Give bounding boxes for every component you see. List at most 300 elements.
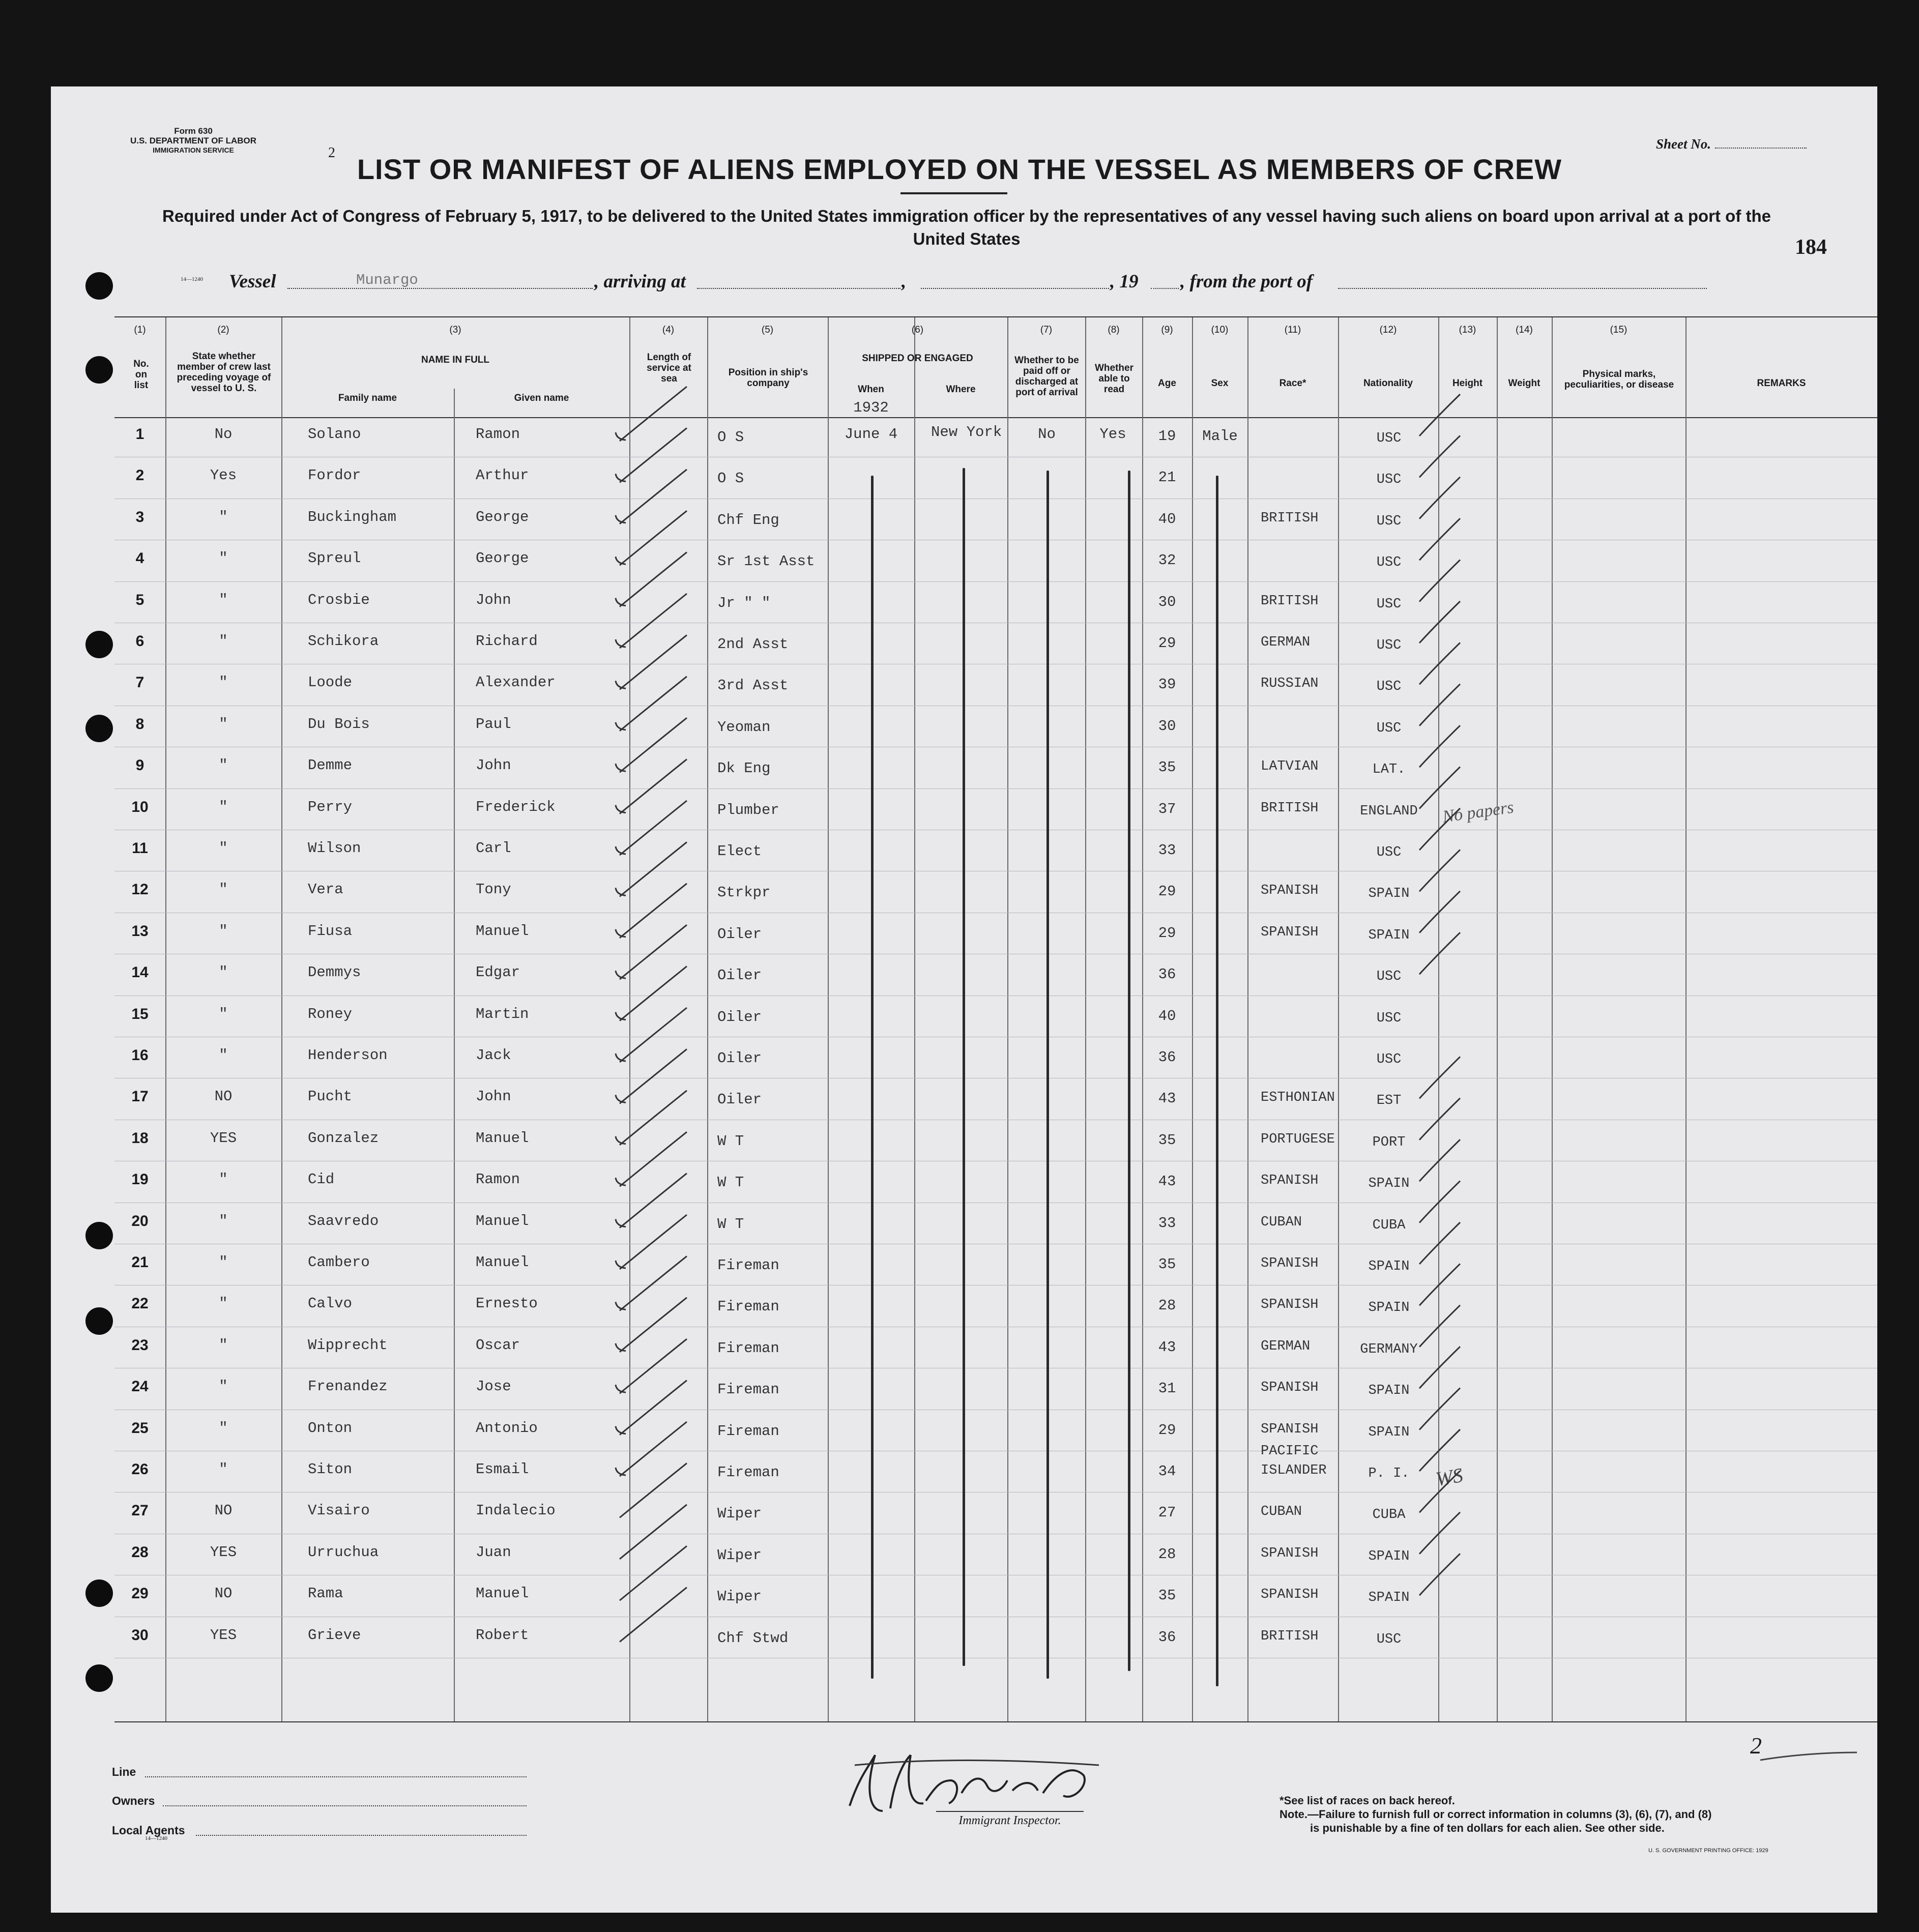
sheet-number-label: Sheet No. bbox=[1656, 136, 1711, 152]
family-name-cell: Saavredo bbox=[308, 1212, 379, 1230]
form-code: 14—1240 bbox=[181, 276, 203, 282]
nationality-cell: SPAIN bbox=[1368, 1424, 1410, 1440]
nationality-check-mark bbox=[1419, 477, 1460, 519]
header-name-in-full: NAME IN FULL bbox=[421, 355, 490, 365]
nationality-check-mark bbox=[1419, 394, 1460, 436]
position-cell: O S bbox=[717, 429, 744, 446]
nationality-check-mark bbox=[1419, 1181, 1460, 1223]
column-number: (5) bbox=[761, 325, 774, 335]
nationality-cell: GERMANY bbox=[1360, 1341, 1418, 1357]
nationality-cell: USC bbox=[1376, 679, 1402, 695]
row-number: 3 bbox=[135, 508, 144, 525]
column-number: (3) bbox=[449, 325, 461, 335]
length-tick-mark bbox=[616, 639, 626, 647]
race-cell: SPANISH bbox=[1261, 1173, 1319, 1189]
race-cell: GERMAN bbox=[1261, 1338, 1311, 1354]
row-number: 23 bbox=[131, 1336, 149, 1354]
nationality-cell: ENGLAND bbox=[1360, 803, 1418, 819]
given-name-cell: Robert bbox=[476, 1626, 529, 1644]
age-cell: 27 bbox=[1158, 1504, 1176, 1521]
prev-voyage-cell: YES bbox=[210, 1543, 237, 1561]
form-department: U.S. DEPARTMENT OF LABOR bbox=[130, 136, 257, 145]
footer-note-penalty-cont: is punishable by a fine of ten dollars for each alien. See other side. bbox=[1310, 1822, 1665, 1834]
header-prev-voyage: State whether member of crew last preceding voyage of vessel to U. S. bbox=[177, 351, 271, 394]
position-cell: Fireman bbox=[717, 1257, 779, 1274]
family-name-cell: Rama bbox=[308, 1585, 343, 1602]
length-check-mark bbox=[620, 1339, 687, 1393]
header-length-service: Length of service at sea bbox=[647, 352, 691, 384]
column-number: (14) bbox=[1516, 325, 1533, 335]
nationality-check-mark bbox=[1419, 932, 1460, 974]
header-able-read: Whether able to read bbox=[1095, 363, 1133, 395]
length-check-mark bbox=[620, 1546, 687, 1600]
length-tick-mark bbox=[616, 764, 626, 771]
nationality-check-mark bbox=[1419, 560, 1460, 602]
prev-voyage-cell: " bbox=[219, 1336, 228, 1354]
from-port-label: , from the port of bbox=[1180, 271, 1313, 292]
position-cell: Oiler bbox=[717, 1091, 762, 1108]
nationality-cell: P. I. bbox=[1368, 1466, 1410, 1481]
length-check-mark bbox=[620, 1463, 687, 1517]
header-family-name: Family name bbox=[338, 393, 397, 403]
row-number: 17 bbox=[131, 1088, 149, 1105]
row-number: 26 bbox=[131, 1461, 149, 1478]
inspector-label: Immigrant Inspector. bbox=[936, 1811, 1084, 1828]
form-service: IMMIGRATION SERVICE bbox=[153, 146, 234, 154]
header-physical: Physical marks, peculiarities, or disease bbox=[1564, 369, 1674, 390]
column-number: (6) bbox=[911, 325, 924, 335]
column-number: (13) bbox=[1459, 325, 1476, 335]
header-where: Where bbox=[946, 384, 976, 395]
nationality-check-mark bbox=[1419, 1346, 1460, 1388]
column-number: (15) bbox=[1610, 325, 1627, 335]
header-weight: Weight bbox=[1508, 378, 1540, 389]
position-cell: Chf Stwd bbox=[717, 1629, 789, 1647]
family-name-cell: Perry bbox=[308, 798, 353, 815]
given-name-cell: Martin bbox=[476, 1005, 529, 1022]
comma-label: , bbox=[902, 271, 907, 292]
given-name-cell: John bbox=[476, 1088, 511, 1105]
position-cell: Fireman bbox=[717, 1381, 779, 1398]
shipped-year-cell: 1932 bbox=[853, 399, 889, 416]
nationality-check-mark bbox=[1419, 1554, 1460, 1595]
nationality-check-mark bbox=[1419, 1222, 1460, 1264]
length-tick-mark bbox=[616, 1053, 626, 1061]
position-cell: W T bbox=[717, 1132, 744, 1150]
header-shipped: SHIPPED OR ENGAGED bbox=[862, 353, 973, 364]
length-check-mark bbox=[620, 1588, 687, 1642]
length-check-mark bbox=[620, 759, 687, 814]
given-name-cell: John bbox=[476, 757, 511, 774]
nationality-cell: SPAIN bbox=[1368, 1176, 1410, 1192]
given-name-cell: Paul bbox=[476, 715, 511, 733]
race-cell: BRITISH bbox=[1261, 1628, 1319, 1644]
nationality-cell: USC bbox=[1376, 555, 1402, 571]
length-tick-mark bbox=[616, 1385, 626, 1392]
prev-voyage-cell: " bbox=[219, 1295, 228, 1312]
column-number: (9) bbox=[1161, 325, 1173, 335]
age-cell: 35 bbox=[1158, 1256, 1176, 1273]
given-name-cell: Frederick bbox=[476, 798, 556, 815]
nationality-cell: SPAIN bbox=[1368, 1590, 1410, 1606]
given-name-cell: Ramon bbox=[476, 426, 520, 443]
given-name-cell: Ramon bbox=[476, 1171, 520, 1188]
nationality-check-mark bbox=[1419, 1305, 1460, 1347]
prev-voyage-cell: YES bbox=[210, 1626, 237, 1644]
row-number: 29 bbox=[131, 1585, 149, 1602]
nationality-cell: SPAIN bbox=[1368, 927, 1410, 943]
nationality-check-mark bbox=[1419, 1139, 1460, 1181]
vessel-label: Vessel bbox=[229, 271, 276, 292]
prev-voyage-cell: No bbox=[214, 426, 232, 443]
local-agents-label: Local Agents bbox=[112, 1824, 185, 1837]
age-cell: 43 bbox=[1158, 1173, 1176, 1190]
column-number: (2) bbox=[217, 325, 229, 335]
prev-voyage-cell: " bbox=[219, 757, 228, 774]
age-cell: 34 bbox=[1158, 1463, 1176, 1480]
prev-voyage-cell: " bbox=[219, 1047, 228, 1064]
family-name-cell: Onton bbox=[308, 1419, 353, 1437]
page-title: LIST OR MANIFEST OF ALIENS EMPLOYED ON THE VESSEL AS MEMBERS OF CREW bbox=[357, 153, 1562, 185]
age-cell: 36 bbox=[1158, 966, 1176, 983]
family-name-cell: Siton bbox=[308, 1461, 353, 1478]
nationality-cell: EST bbox=[1376, 1093, 1402, 1109]
year-label: , 19 bbox=[1110, 271, 1139, 292]
length-check-mark bbox=[620, 925, 687, 979]
race-cell: BRITISH bbox=[1261, 510, 1319, 526]
header-when: When bbox=[858, 384, 884, 395]
prev-voyage-cell: NO bbox=[214, 1502, 232, 1519]
race-cell: BRITISH bbox=[1261, 800, 1319, 816]
position-cell: O S bbox=[717, 470, 744, 487]
paid-off-cell: No bbox=[1038, 426, 1056, 443]
length-tick-mark bbox=[616, 1261, 626, 1268]
nationality-cell: SPAIN bbox=[1368, 886, 1410, 902]
race-cell: SPANISH bbox=[1261, 924, 1319, 940]
prev-voyage-cell: " bbox=[219, 1254, 228, 1271]
nationality-check-mark bbox=[1419, 767, 1460, 809]
prev-voyage-cell: " bbox=[219, 633, 228, 650]
row-number: 25 bbox=[131, 1419, 149, 1437]
owners-blank bbox=[163, 1805, 527, 1806]
header-position: Position in ship's company bbox=[728, 367, 808, 389]
row-number: 22 bbox=[131, 1295, 149, 1312]
race-cell: SPANISH bbox=[1261, 1297, 1319, 1313]
given-name-cell: John bbox=[476, 591, 511, 608]
length-tick-mark bbox=[616, 1426, 626, 1434]
nationality-check-mark bbox=[1419, 1098, 1460, 1140]
length-check-mark bbox=[620, 967, 687, 1021]
row-number: 8 bbox=[135, 715, 144, 733]
footer-note-penalty: Note.—Failure to furnish full or correct information in columns (3), (6), (7), and (8) bbox=[1280, 1808, 1712, 1821]
position-cell: Oiler bbox=[717, 925, 762, 943]
prev-voyage-cell: " bbox=[219, 964, 228, 981]
family-name-cell: Solano bbox=[308, 426, 361, 443]
position-cell: Sr 1st Asst bbox=[717, 553, 815, 570]
row-number: 13 bbox=[131, 922, 149, 940]
position-cell: Yeoman bbox=[717, 718, 771, 736]
length-check-mark bbox=[620, 1008, 687, 1062]
given-name-cell: Alexander bbox=[476, 674, 556, 691]
shipped-when-cell: June 4 bbox=[844, 426, 898, 443]
race-cell: PACIFIC ISLANDER bbox=[1261, 1444, 1327, 1478]
race-cell: CUBAN bbox=[1261, 1504, 1302, 1520]
header-age: Age bbox=[1158, 378, 1176, 389]
family-name-cell: Wilson bbox=[308, 840, 361, 857]
prev-voyage-cell: " bbox=[219, 674, 228, 691]
given-name-cell: Edgar bbox=[476, 964, 520, 981]
given-name-cell: Tony bbox=[476, 881, 511, 898]
nationality-cell: USC bbox=[1376, 513, 1402, 529]
family-name-cell: Du Bois bbox=[308, 715, 370, 733]
length-tick-mark bbox=[616, 1012, 626, 1020]
age-cell: 28 bbox=[1158, 1297, 1176, 1314]
form-mark: 2 bbox=[328, 145, 335, 161]
position-cell: Wiper bbox=[717, 1588, 762, 1605]
given-name-cell: Richard bbox=[476, 633, 538, 650]
age-cell: 30 bbox=[1158, 593, 1176, 610]
length-tick-mark bbox=[616, 432, 626, 440]
family-name-cell: Fiusa bbox=[308, 922, 353, 940]
row-number: 30 bbox=[131, 1626, 149, 1644]
length-check-mark bbox=[620, 1381, 687, 1435]
length-tick-mark bbox=[616, 1468, 626, 1475]
nationality-cell: USC bbox=[1376, 1631, 1402, 1647]
length-tick-mark bbox=[616, 1178, 626, 1185]
family-name-cell: Spreul bbox=[308, 550, 361, 567]
given-name-cell: Antonio bbox=[476, 1419, 538, 1437]
footer-note bbox=[1280, 1794, 1712, 1835]
footer-note-races: *See list of races on back hereof. bbox=[1280, 1794, 1455, 1807]
able-read-cell: Yes bbox=[1099, 426, 1126, 443]
row-number: 16 bbox=[131, 1047, 149, 1064]
given-name-cell: Manuel bbox=[476, 922, 529, 940]
family-name-cell: Frenandez bbox=[308, 1378, 388, 1395]
length-check-mark bbox=[620, 677, 687, 731]
position-cell: Fireman bbox=[717, 1464, 779, 1481]
position-cell: Dk Eng bbox=[717, 760, 771, 777]
nationality-cell: USC bbox=[1376, 431, 1402, 446]
age-cell: 36 bbox=[1158, 1628, 1176, 1646]
length-check-mark bbox=[620, 801, 687, 855]
position-cell: Jr " " bbox=[717, 594, 771, 611]
row-number: 6 bbox=[135, 633, 144, 650]
nationality-check-mark bbox=[1419, 808, 1460, 850]
page-subtitle: Required under Act of Congress of February 5, 1917, to be delivered to the United States immigration officer by the representatives of any vessel having such aliens on board upon arrival at a port of the United States bbox=[162, 207, 1771, 248]
row-number: 19 bbox=[131, 1171, 149, 1188]
header-remarks: REMARKS bbox=[1757, 378, 1806, 389]
given-name-cell: Indalecio bbox=[476, 1502, 556, 1519]
column-number: (12) bbox=[1379, 325, 1397, 335]
column-number: (1) bbox=[134, 325, 146, 335]
family-name-cell: Gonzalez bbox=[308, 1129, 379, 1147]
handwritten-ws: WS bbox=[1434, 1463, 1465, 1491]
nationality-check-mark bbox=[1419, 1057, 1460, 1098]
agents-code: 14—1240 bbox=[145, 1835, 167, 1841]
age-cell: 35 bbox=[1158, 759, 1176, 776]
nationality-check-mark bbox=[1419, 725, 1460, 767]
given-name-cell: Manuel bbox=[476, 1585, 529, 1602]
given-name-cell: Juan bbox=[476, 1543, 511, 1561]
length-tick-mark bbox=[616, 1302, 626, 1309]
position-cell: Oiler bbox=[717, 967, 762, 984]
length-tick-mark bbox=[616, 598, 626, 606]
position-cell: 2nd Asst bbox=[717, 636, 789, 653]
length-check-mark bbox=[620, 884, 687, 938]
position-cell: Wiper bbox=[717, 1505, 762, 1523]
nationality-cell: USC bbox=[1376, 969, 1402, 985]
position-cell: Fireman bbox=[717, 1298, 779, 1315]
age-cell: 30 bbox=[1158, 717, 1176, 735]
family-name-cell: Buckingham bbox=[308, 508, 397, 525]
length-check-mark bbox=[620, 635, 687, 689]
family-name-cell: Visairo bbox=[308, 1502, 370, 1519]
prev-voyage-cell: NO bbox=[214, 1088, 232, 1105]
length-tick-mark bbox=[616, 681, 626, 688]
given-name-cell: George bbox=[476, 508, 529, 525]
nationality-cell: SPAIN bbox=[1368, 1383, 1410, 1399]
length-tick-mark bbox=[616, 722, 626, 730]
page-number: 184 bbox=[1795, 236, 1827, 259]
family-name-cell: Schikora bbox=[308, 633, 379, 650]
position-cell: Oiler bbox=[717, 1050, 762, 1067]
length-check-mark bbox=[620, 1256, 687, 1310]
length-tick-mark bbox=[616, 1219, 626, 1227]
nationality-check-mark bbox=[1419, 518, 1460, 560]
column-number: (10) bbox=[1211, 325, 1229, 335]
nationality-cell: SPAIN bbox=[1368, 1548, 1410, 1564]
header-paid-off: Whether to be paid off or discharged at port of arrival bbox=[1014, 355, 1079, 398]
length-tick-mark bbox=[616, 1136, 626, 1144]
line-blank bbox=[145, 1776, 527, 1777]
length-tick-mark bbox=[616, 474, 626, 481]
position-cell: Wiper bbox=[717, 1546, 762, 1564]
length-check-mark bbox=[620, 1422, 687, 1476]
margin-mark: 2 bbox=[1750, 1733, 1762, 1759]
age-cell: 33 bbox=[1158, 842, 1176, 859]
row-number: 1 bbox=[135, 426, 144, 443]
prev-voyage-cell: YES bbox=[210, 1129, 237, 1147]
family-name-cell: Roney bbox=[308, 1005, 353, 1022]
vessel-name: Munargo bbox=[356, 272, 418, 288]
given-name-cell: Esmail bbox=[476, 1461, 529, 1478]
position-cell: Plumber bbox=[717, 801, 779, 818]
prev-voyage-cell: " bbox=[219, 1461, 228, 1478]
row-number: 28 bbox=[131, 1543, 149, 1561]
prev-voyage-cell: " bbox=[219, 1212, 228, 1230]
column-number: (4) bbox=[662, 325, 675, 335]
nationality-cell: SPAIN bbox=[1368, 1259, 1410, 1274]
position-cell: Chf Eng bbox=[717, 511, 779, 529]
row-number: 7 bbox=[135, 674, 144, 691]
row-number: 11 bbox=[132, 840, 148, 857]
prev-voyage-cell: " bbox=[219, 840, 228, 857]
column-number: (7) bbox=[1040, 325, 1053, 335]
row-number: 18 bbox=[131, 1129, 149, 1147]
row-number: 20 bbox=[131, 1212, 149, 1230]
nationality-cell: PORT bbox=[1372, 1134, 1406, 1150]
given-name-cell: Arthur bbox=[476, 467, 529, 484]
family-name-cell: Demmys bbox=[308, 964, 361, 981]
family-name-cell: Henderson bbox=[308, 1047, 388, 1064]
race-cell: PORTUGESE bbox=[1261, 1131, 1335, 1147]
length-tick-mark bbox=[616, 888, 626, 895]
prev-voyage-cell: " bbox=[219, 1171, 228, 1188]
family-name-cell: Calvo bbox=[308, 1295, 353, 1312]
length-check-mark bbox=[620, 470, 687, 524]
age-cell: 19 bbox=[1158, 428, 1176, 445]
handwritten-note: No papers bbox=[1441, 798, 1515, 827]
header-sex: Sex bbox=[1211, 378, 1229, 389]
prev-voyage-cell: Yes bbox=[210, 467, 237, 484]
nationality-check-mark bbox=[1419, 891, 1460, 933]
age-cell: 40 bbox=[1158, 1007, 1176, 1024]
age-cell: 29 bbox=[1158, 1421, 1176, 1439]
position-cell: W T bbox=[717, 1215, 744, 1233]
nationality-check-mark bbox=[1419, 601, 1460, 643]
given-name-cell: Carl bbox=[476, 840, 511, 857]
length-tick-mark bbox=[616, 929, 626, 937]
length-check-mark bbox=[620, 1174, 687, 1228]
row-number: 24 bbox=[131, 1378, 149, 1395]
nationality-cell: USC bbox=[1376, 596, 1402, 612]
length-tick-mark bbox=[616, 1095, 626, 1102]
prev-voyage-cell: " bbox=[219, 798, 228, 815]
row-number: 15 bbox=[131, 1005, 149, 1022]
prev-voyage-cell: " bbox=[219, 1419, 228, 1437]
length-check-mark bbox=[620, 1505, 687, 1559]
given-name-cell: Jack bbox=[476, 1047, 511, 1064]
length-check-mark bbox=[620, 1091, 687, 1145]
length-tick-mark bbox=[616, 557, 626, 564]
family-name-cell: Cambero bbox=[308, 1254, 370, 1271]
local-agents-blank bbox=[196, 1835, 527, 1836]
age-cell: 29 bbox=[1158, 924, 1176, 942]
prev-voyage-cell: " bbox=[219, 1005, 228, 1022]
position-cell: Oiler bbox=[717, 1008, 762, 1026]
nationality-check-mark bbox=[1419, 850, 1460, 891]
nationality-cell: SPAIN bbox=[1368, 1300, 1410, 1316]
prev-voyage-cell: " bbox=[219, 715, 228, 733]
age-cell: 35 bbox=[1158, 1587, 1176, 1604]
nationality-cell: CUBA bbox=[1372, 1507, 1406, 1523]
nationality-check-mark bbox=[1419, 1429, 1460, 1471]
nationality-cell: CUBA bbox=[1372, 1217, 1406, 1233]
race-cell: RUSSIAN bbox=[1261, 676, 1319, 692]
given-name-cell: Manuel bbox=[476, 1129, 529, 1147]
row-number: 21 bbox=[131, 1254, 149, 1271]
given-name-cell: George bbox=[476, 550, 529, 567]
length-check-mark bbox=[620, 428, 687, 482]
given-name-cell: Ernesto bbox=[476, 1295, 538, 1312]
prev-voyage-cell: " bbox=[219, 591, 228, 608]
shipped-where-cell: New York bbox=[931, 424, 1002, 441]
length-check-mark bbox=[620, 1215, 687, 1269]
nationality-cell: USC bbox=[1376, 1052, 1402, 1067]
nationality-cell: USC bbox=[1376, 472, 1402, 488]
row-number: 14 bbox=[131, 964, 149, 981]
header-no-on-list: No. on list bbox=[133, 359, 149, 391]
age-cell: 32 bbox=[1158, 552, 1176, 569]
printer-imprint: U. S. GOVERNMENT PRINTING OFFICE: 1929 bbox=[1648, 1848, 1768, 1854]
race-cell: SPANISH bbox=[1261, 1587, 1319, 1603]
age-cell: 35 bbox=[1158, 1131, 1176, 1149]
age-cell: 31 bbox=[1158, 1380, 1176, 1397]
age-cell: 36 bbox=[1158, 1049, 1176, 1066]
family-name-cell: Loode bbox=[308, 674, 353, 691]
row-number: 4 bbox=[135, 550, 144, 567]
family-name-cell: Grieve bbox=[308, 1626, 361, 1644]
